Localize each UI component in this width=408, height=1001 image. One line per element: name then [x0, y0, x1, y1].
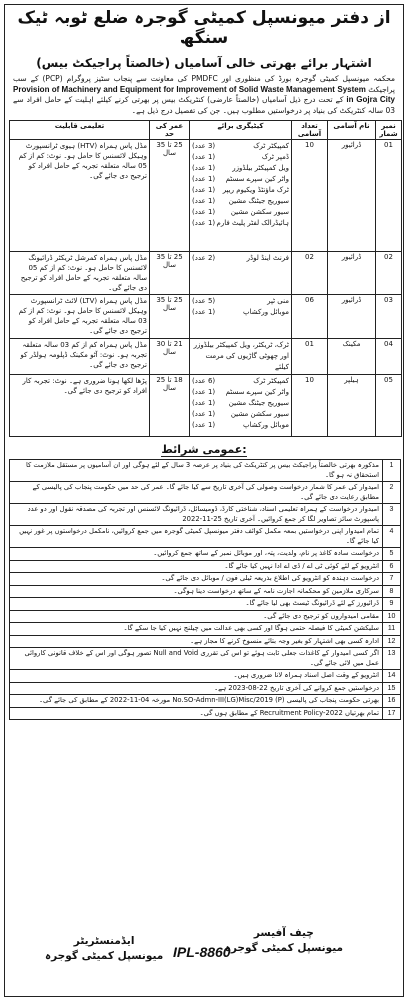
condition-text: سلیکشن کمیٹی کا فیصلہ حتمی ہوگا اور کسی بھی عدالت میں چیلنج نہیں کیا جا سکے گا۔: [10, 623, 383, 636]
condition-text: مقامی امیدواروں کو ترجیح دی جائے گی۔: [10, 610, 383, 623]
condition-row: [10, 504, 401, 526]
category-label: سیوریج جیٹنگ مشین: [228, 197, 289, 205]
intro-line-2: سب پراجیکٹ: [13, 74, 396, 94]
category-qty: (1 عدد): [192, 421, 216, 429]
row-qualification: مڈل پاس ہمراہ کم از کم 03 سالہ متعلقہ تجربہ ہو۔ نوٹ: آٹو مکینک ڈپلومہ ہولڈر کو ترجیح دی جائے گی۔: [10, 339, 150, 375]
row-categories: [190, 295, 292, 339]
category-label: ٹرک ماؤنٹڈ ویکیوم ریپر: [222, 186, 289, 194]
category-label: ہائیڈرالک لفٹر پلیٹ فارم: [216, 219, 289, 227]
condition-number: 13: [383, 648, 401, 670]
condition-row: [10, 526, 401, 548]
condition-number: 17: [383, 707, 401, 720]
category-line: [192, 218, 289, 229]
category-label: کمپیکٹر ٹرک: [253, 377, 289, 385]
row-post-name: مکینک: [328, 339, 376, 375]
category-qty: (1 عدد): [192, 208, 216, 216]
category-label: موبائل ورکشاپ: [243, 421, 289, 429]
category-qty: (1 عدد): [192, 153, 216, 161]
category-label: سیوریج جیٹنگ مشین: [228, 399, 289, 407]
condition-row: [10, 560, 401, 573]
row-post-name: ڈرائیور: [328, 140, 376, 252]
row-age-limit: 25 تا 35 سال: [150, 252, 190, 295]
condition-text: انٹرویو کے لئے کوئی ٹی اے / ڈی اے ادا نہیں کیا جائے گا۔: [10, 560, 383, 573]
category-line: [192, 163, 289, 174]
condition-text: تمام امیدوار اپنی درخواستیں بمعہ مکمل کوائف دفتر میونسپل کمیٹی گوجرہ میں جمع کروائیں، نامکمل درخواستوں پر غور نہیں کیا جائے گا۔: [10, 526, 383, 548]
row-qualification: مڈل پاس ہمراہ (LTV) لائٹ ٹرانسپورٹ وہیکل لائسنس کا حامل ہو۔ نوٹ: کم از کم 03 سالہ متعلقہ تجربہ کے حامل افراد کو ترجیح دی جائے گی۔: [10, 295, 150, 339]
row-categories: [190, 339, 292, 375]
category-label: واٹر کین سپرے سسٹم: [225, 175, 289, 183]
intro-line-4: مطلوب ہیں۔ جن کی تفصیل درج ذیل ہے۔: [131, 105, 266, 115]
advertisement-page: [4, 4, 404, 997]
header-age: عمر کی حد: [150, 121, 190, 140]
row-age-limit: 21 تا 30 سال: [150, 339, 190, 375]
row-qualification: مڈل پاس ہمراہ کمرشل ٹریکٹر ڈرائیونگ لائسنس کا حامل ہو۔ نوٹ: کم از کم 05 سالہ متعلقہ تجربہ کے حامل افراد کو ترجیح دی جائے گی۔: [10, 252, 150, 295]
row-qualification: پڑھا لکھا ہونا ضروری ہے۔ نوٹ: تجربہ کار افراد کو ترجیح دی جائے گی۔: [10, 375, 150, 437]
row-qualification: مڈل پاس ہمراہ (HTV) ہیوی ٹرانسپورٹ وہیکل لائسنس کا حامل ہو۔ نوٹ: کم از کم 05 سالہ متعلقہ تجربہ کے حامل افراد کو ترجیح دی جائے گی۔: [10, 140, 150, 252]
condition-text: ڈرائیورز کے لئے ڈرائیونگ ٹیسٹ بھی لیا جائے گا۔: [10, 598, 383, 611]
condition-row: [10, 635, 401, 648]
category-line: [192, 207, 289, 218]
row-sn: 03: [376, 295, 402, 339]
row-post-count: 06: [292, 295, 328, 339]
condition-number: 9: [383, 598, 401, 611]
administrator-signature: [45, 934, 163, 964]
row-post-count: 01: [292, 339, 328, 375]
condition-number: 10: [383, 610, 401, 623]
row-post-name: ڈرائیور: [328, 252, 376, 295]
row-post-count: 10: [292, 375, 328, 437]
chief-officer-office: میونسپل کمیٹی گوجرہ: [224, 942, 343, 954]
row-categories: [190, 375, 292, 437]
category-label: واٹر کین سپرے سسٹم: [225, 388, 289, 396]
administrator-office: میونسپل کمیٹی گوجرہ: [45, 950, 164, 962]
category-qty: (3 عدد): [192, 142, 216, 150]
category-label: ٹرک، ٹریکٹر، ویل کمپیکٹر بیلڈوزر اور چھوٹی گاڑیوں کی مرمت کیلئے: [193, 341, 289, 371]
row-categories: [190, 252, 292, 295]
condition-text: درخواست سادہ کاغذ پر نام، ولدیت، پتہ، اور موبائل نمبر کے ساتھ جمع کروائیں۔: [10, 548, 383, 561]
category-qty: (6 عدد): [192, 377, 216, 385]
condition-number: 6: [383, 560, 401, 573]
row-categories: [190, 140, 292, 252]
table-row: [10, 252, 402, 295]
category-line: [192, 185, 289, 196]
condition-text: درخواستیں جمع کروانے کی آخری تاریخ 22-08-2023 ہے۔: [10, 682, 383, 695]
row-post-name: ہیلپر: [328, 375, 376, 437]
condition-number: 7: [383, 573, 401, 586]
category-qty: (5 عدد): [192, 297, 216, 305]
condition-text: سرکاری ملازمین کو محکمانہ اجازت نامہ کے ساتھ درخواست دینا ہوگی۔: [10, 585, 383, 598]
row-age-limit: 25 تا 35 سال: [150, 295, 190, 339]
condition-number: 5: [383, 548, 401, 561]
condition-row: [10, 460, 401, 482]
category-line: [192, 307, 289, 318]
category-label: سیور سکشن مشین: [230, 410, 289, 418]
category-label: منی ٹپر: [267, 297, 289, 305]
category-line: [192, 376, 289, 387]
category-label: موبائل ورکشاپ: [243, 308, 289, 316]
category-qty: (1 عدد): [192, 410, 216, 418]
row-sn: 02: [376, 252, 402, 295]
condition-text: مذکورہ بھرتی خالصتاً پراجیکٹ بیس پر کنٹریکٹ کی بنیاد پر عرصہ 3 سال کے لئے ہوگی اور ان آسامیوں پر مستقل ملازمت کا استحقاق نہ ہو گا۔: [10, 460, 383, 482]
condition-text: امیدوار درخواست کے ہمراہ تعلیمی اسناد، شناختی کارڈ، ڈومیسائل، ڈرائیونگ لائسنس اور تجربہ کی مصدقہ نقول اور دو عدد پاسپورٹ سائز تصاویر لگا کر جمع کروائیں۔ آخری تاریخ 25-11-2022: [10, 504, 383, 526]
condition-number: 2: [383, 482, 401, 504]
administrator-title: ایڈمنسٹریٹر: [73, 935, 135, 947]
header-category: کیٹیگری برائے: [190, 121, 292, 140]
row-age-limit: 25 تا 35 سال: [150, 140, 190, 252]
condition-row: [10, 610, 401, 623]
category-line: [192, 253, 289, 264]
intro-line-1: محکمہ میونسپل کمیٹی گوجرہ بورڈ کی منظوری اور PMDFC کی معاونت سے پنجاب سٹیز پروگرام (PCP) کے: [30, 74, 395, 83]
intro-paragraph: [5, 70, 403, 116]
category-line: [192, 387, 289, 398]
condition-row: [10, 585, 401, 598]
category-line: [192, 152, 289, 163]
condition-number: 1: [383, 460, 401, 482]
category-qty: (1 عدد): [192, 186, 216, 194]
category-label: ڈمپر ٹرک: [261, 153, 289, 161]
condition-row: [10, 682, 401, 695]
condition-number: 16: [383, 695, 401, 708]
row-sn: 05: [376, 375, 402, 437]
table-row: [10, 295, 402, 339]
condition-row: [10, 598, 401, 611]
condition-row: [10, 548, 401, 561]
conditions-table: [9, 459, 401, 720]
category-label: فرنٹ اینڈ لوڈر: [246, 254, 289, 262]
header-qualification: تعلیمی قابلیت: [10, 121, 150, 140]
condition-text: بھرتی حکومت پنجاب کی پالیسی No.SO-Admn-III(LG)Misc/2019 (P) مورخہ 04-11-2022 کے مطابق کی جائے گی۔: [10, 695, 383, 708]
table-row: [10, 339, 402, 375]
vacancies-table: [9, 120, 402, 437]
chief-officer-title: چیف آفیسر: [253, 927, 314, 939]
condition-number: 11: [383, 623, 401, 636]
condition-number: 8: [383, 585, 401, 598]
condition-row: [10, 670, 401, 683]
category-line: [192, 340, 289, 373]
condition-row: [10, 482, 401, 504]
category-line: [192, 398, 289, 409]
category-line: [192, 296, 289, 307]
category-label: سیور سکشن مشین: [230, 208, 289, 216]
condition-row: [10, 707, 401, 720]
row-post-count: 02: [292, 252, 328, 295]
table-row: [10, 140, 402, 252]
page-subtitle: اشتہار برائے بھرتی خالی آسامیاں (خالصتاً پراجیکٹ بیس): [36, 56, 372, 70]
condition-row: [10, 573, 401, 586]
condition-text: تمام بھرتیاں Recruitment Policy-2022 کے مطابق ہوں گی۔: [10, 707, 383, 720]
condition-text: درخواست دہندہ کو انٹرویو کی اطلاع بذریعہ ٹیلی فون / موبائل دی جائے گی۔: [10, 573, 383, 586]
category-qty: (2 عدد): [192, 254, 216, 262]
condition-text: اگر کسی امیدوار کے کاغذات جعلی ثابت ہوئے تو اس کی تقرری Null and Void تصور ہوگی اور اس کے خلاف قانونی کاروائی عمل میں لائی جائے گی۔: [10, 648, 383, 670]
page-title: از دفتر میونسپل کمیٹی گوجرہ ضلع ٹوبہ ٹیک سنگھ: [17, 8, 391, 48]
row-post-name: ڈرائیور: [328, 295, 376, 339]
condition-text: امیدوار کی عمر کا شمار درخواست وصولی کی آخری تاریخ سے کیا جائے گا۔ عمر کی حد میں حکومت پنجاب کی پالیسی کے مطابق رعایت دی جائے گی۔: [10, 482, 383, 504]
condition-number: 4: [383, 526, 401, 548]
condition-text: ادارہ کسی بھی اشتہار کو بغیر وجہ بتائے منسوخ کرنے کا مجاز ہے۔: [10, 635, 383, 648]
table-header-row: [10, 121, 402, 140]
category-label: ویل کمپیکٹر بیلڈوزر: [232, 164, 289, 172]
category-label: کمپیکٹر ٹرک: [253, 142, 289, 150]
category-line: [192, 420, 289, 431]
category-qty: (1 عدد): [192, 164, 216, 172]
row-sn: 04: [376, 339, 402, 375]
condition-row: [10, 648, 401, 670]
ipl-number: IPL-8860: [173, 944, 231, 960]
intro-line-3: کے تحت درج ذیل آسامیاں (خالصتاً عارضی) کنٹریکٹ بیس پر بھرتی کرنے کیلئے اہلیت کے حامل افراد سے 03 سالہ کنٹریکٹ کی بنیاد پر درخواستیں: [13, 95, 395, 115]
condition-number: 14: [383, 670, 401, 683]
category-line: [192, 196, 289, 207]
condition-number: 15: [383, 682, 401, 695]
row-sn: 01: [376, 140, 402, 252]
condition-row: [10, 623, 401, 636]
footer: [5, 920, 403, 990]
category-qty: (1 عدد): [192, 308, 216, 316]
header-name: نام آسامی: [328, 121, 376, 140]
condition-number: 12: [383, 635, 401, 648]
project-city: System in Gojra City: [337, 84, 395, 104]
header-count: تعداد آسامی: [292, 121, 328, 140]
category-qty: (1 عدد): [192, 175, 216, 183]
condition-number: 3: [383, 504, 401, 526]
category-qty: (1 عدد): [192, 219, 216, 227]
table-row: [10, 375, 402, 437]
category-line: [192, 141, 289, 152]
category-line: [192, 409, 289, 420]
chief-officer-signature: [225, 926, 343, 956]
category-qty: (1 عدد): [192, 197, 216, 205]
condition-row: [10, 695, 401, 708]
project-title: Provision of Machinery and Equipment for Improvement of Solid Waste Management: [13, 84, 335, 94]
header-sn: نمبر شمار: [376, 121, 402, 140]
condition-text: انٹرویو کے وقت اصل اسناد ہمراہ لانا ضروری ہیں۔: [10, 670, 383, 683]
conditions-title: عمومی شرائط:: [161, 443, 247, 456]
category-qty: (1 عدد): [192, 388, 216, 396]
category-line: [192, 174, 289, 185]
row-post-count: 10: [292, 140, 328, 252]
row-age-limit: 18 تا 25 سال: [150, 375, 190, 437]
category-qty: (1 عدد): [192, 399, 216, 407]
